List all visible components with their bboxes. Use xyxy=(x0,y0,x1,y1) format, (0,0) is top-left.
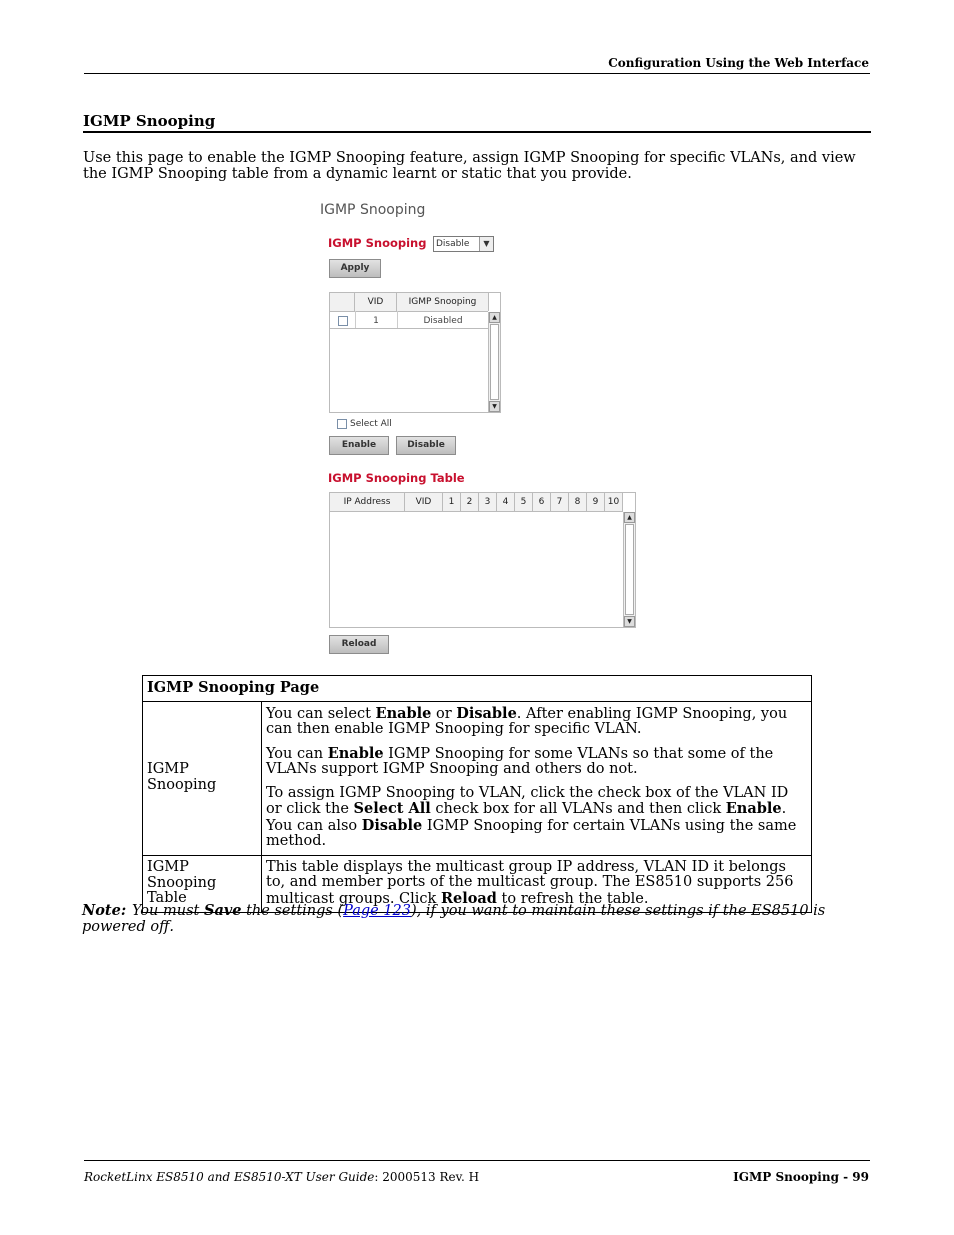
scroll-down-icon[interactable]: ▼ xyxy=(489,401,500,412)
section-title: IGMP Snooping xyxy=(83,112,216,130)
select-all-checkbox[interactable] xyxy=(337,419,347,429)
description-paragraph: You can Enable IGMP Snooping for some VLANs so that some of the VLANs support IGMP Snooping and others do not. xyxy=(266,744,774,777)
reload-button[interactable]: Reload xyxy=(329,635,389,654)
row-description xyxy=(262,701,812,855)
footer-doc-id: : 2000513 Rev. H xyxy=(374,1170,480,1184)
vlan-row-checkbox[interactable] xyxy=(338,316,348,326)
apply-button[interactable]: Apply xyxy=(329,259,381,278)
scroll-down-icon[interactable]: ▼ xyxy=(624,616,635,627)
snoop-header-port: 6 xyxy=(533,493,551,511)
scroll-track[interactable] xyxy=(625,524,634,615)
description-paragraph: You can select Enable or Disable. After enabling IGMP Snooping, you can then enable IGMP Snooping for specific VLAN. xyxy=(266,704,788,737)
snoop-header-port: 3 xyxy=(479,493,497,511)
snoop-table-scrollbar[interactable] xyxy=(623,512,635,627)
chevron-down-icon[interactable]: ▼ xyxy=(479,237,493,251)
header-divider xyxy=(330,311,488,312)
footer-guide-title: RocketLinx ES8510 and ES8510-XT User Guide xyxy=(84,1170,375,1184)
ui-page-title: IGMP Snooping xyxy=(320,202,426,218)
note-text-2: the settings ( xyxy=(241,903,344,919)
header-rule xyxy=(84,73,870,74)
igmp-mode-select[interactable] xyxy=(433,236,494,252)
note xyxy=(82,903,872,935)
vlan-row-status: Disabled xyxy=(423,316,463,326)
snoop-header-vid: VID xyxy=(405,493,443,511)
snoop-header-port: 1 xyxy=(443,493,461,511)
footer-page: IGMP Snooping - 99 xyxy=(733,1170,869,1184)
igmp-snooping-table xyxy=(329,492,636,628)
igmp-mode-value: Disable xyxy=(436,239,470,249)
snoop-header-port: 10 xyxy=(605,493,623,511)
row-term: IGMP Snooping Table xyxy=(143,855,262,913)
disable-button[interactable]: Disable xyxy=(396,436,456,455)
enable-button[interactable]: Enable xyxy=(329,436,389,455)
igmp-snooping-table-label: IGMP Snooping Table xyxy=(328,471,465,485)
snoop-header-port: 9 xyxy=(587,493,605,511)
vlan-table xyxy=(329,292,501,413)
select-all-label: Select All xyxy=(350,419,392,429)
footer-rule xyxy=(84,1160,870,1161)
scroll-up-icon[interactable]: ▲ xyxy=(489,312,500,323)
snoop-header-port: 7 xyxy=(551,493,569,511)
snoop-header-port: 5 xyxy=(515,493,533,511)
vlan-row-vid: 1 xyxy=(373,316,379,326)
snoop-header-port: 8 xyxy=(569,493,587,511)
igmp-description-table xyxy=(142,675,812,913)
note-text-1: You must xyxy=(132,903,204,919)
snoop-header-port: 4 xyxy=(497,493,515,511)
page-link[interactable]: Page 123 xyxy=(343,903,412,919)
note-bold: Save xyxy=(203,902,242,919)
section-rule xyxy=(83,131,871,133)
vlan-header-checkbox-col xyxy=(330,293,355,311)
scroll-track[interactable] xyxy=(490,324,499,400)
igmp-snooping-label: IGMP Snooping xyxy=(328,236,427,250)
snoop-header-port: 2 xyxy=(461,493,479,511)
intro-paragraph: Use this page to enable the IGMP Snooping feature, assign IGMP Snooping for specific VLANs, and view the IGMP Snooping table from a dynamic learnt or static that you provide. xyxy=(83,150,856,182)
scroll-up-icon[interactable]: ▲ xyxy=(624,512,635,523)
footer-left xyxy=(84,1170,479,1184)
note-label: Note: xyxy=(82,902,127,919)
row-term: IGMP Snooping xyxy=(143,701,262,855)
vlan-header-igmp: IGMP Snooping xyxy=(397,293,489,311)
description-paragraph: To assign IGMP Snooping to VLAN, click the check box of the VLAN ID or click the Select All check box for all VLANs and then click Enable. You can also Disable IGMP Snooping for certain VLANs using the same method. xyxy=(266,784,797,849)
vlan-header-vid: VID xyxy=(355,293,397,311)
header-divider xyxy=(330,511,623,512)
snoop-header-ip: IP Address xyxy=(330,493,405,511)
table-title: IGMP Snooping Page xyxy=(143,676,812,702)
running-header: Configuration Using the Web Interface xyxy=(608,56,869,70)
table-row xyxy=(143,701,812,855)
description-paragraph: This table displays the multicast group IP address, VLAN ID it belongs to, and member ports of the multicast group. The ES8510 supports 256 multicast groups. Click Reload to refresh the table. xyxy=(266,858,794,907)
note-text-3: ), if you want to maintain these settings if the ES8510 is powered off. xyxy=(82,903,826,935)
row-divider xyxy=(330,328,488,329)
vlan-table-scrollbar[interactable] xyxy=(488,312,500,412)
